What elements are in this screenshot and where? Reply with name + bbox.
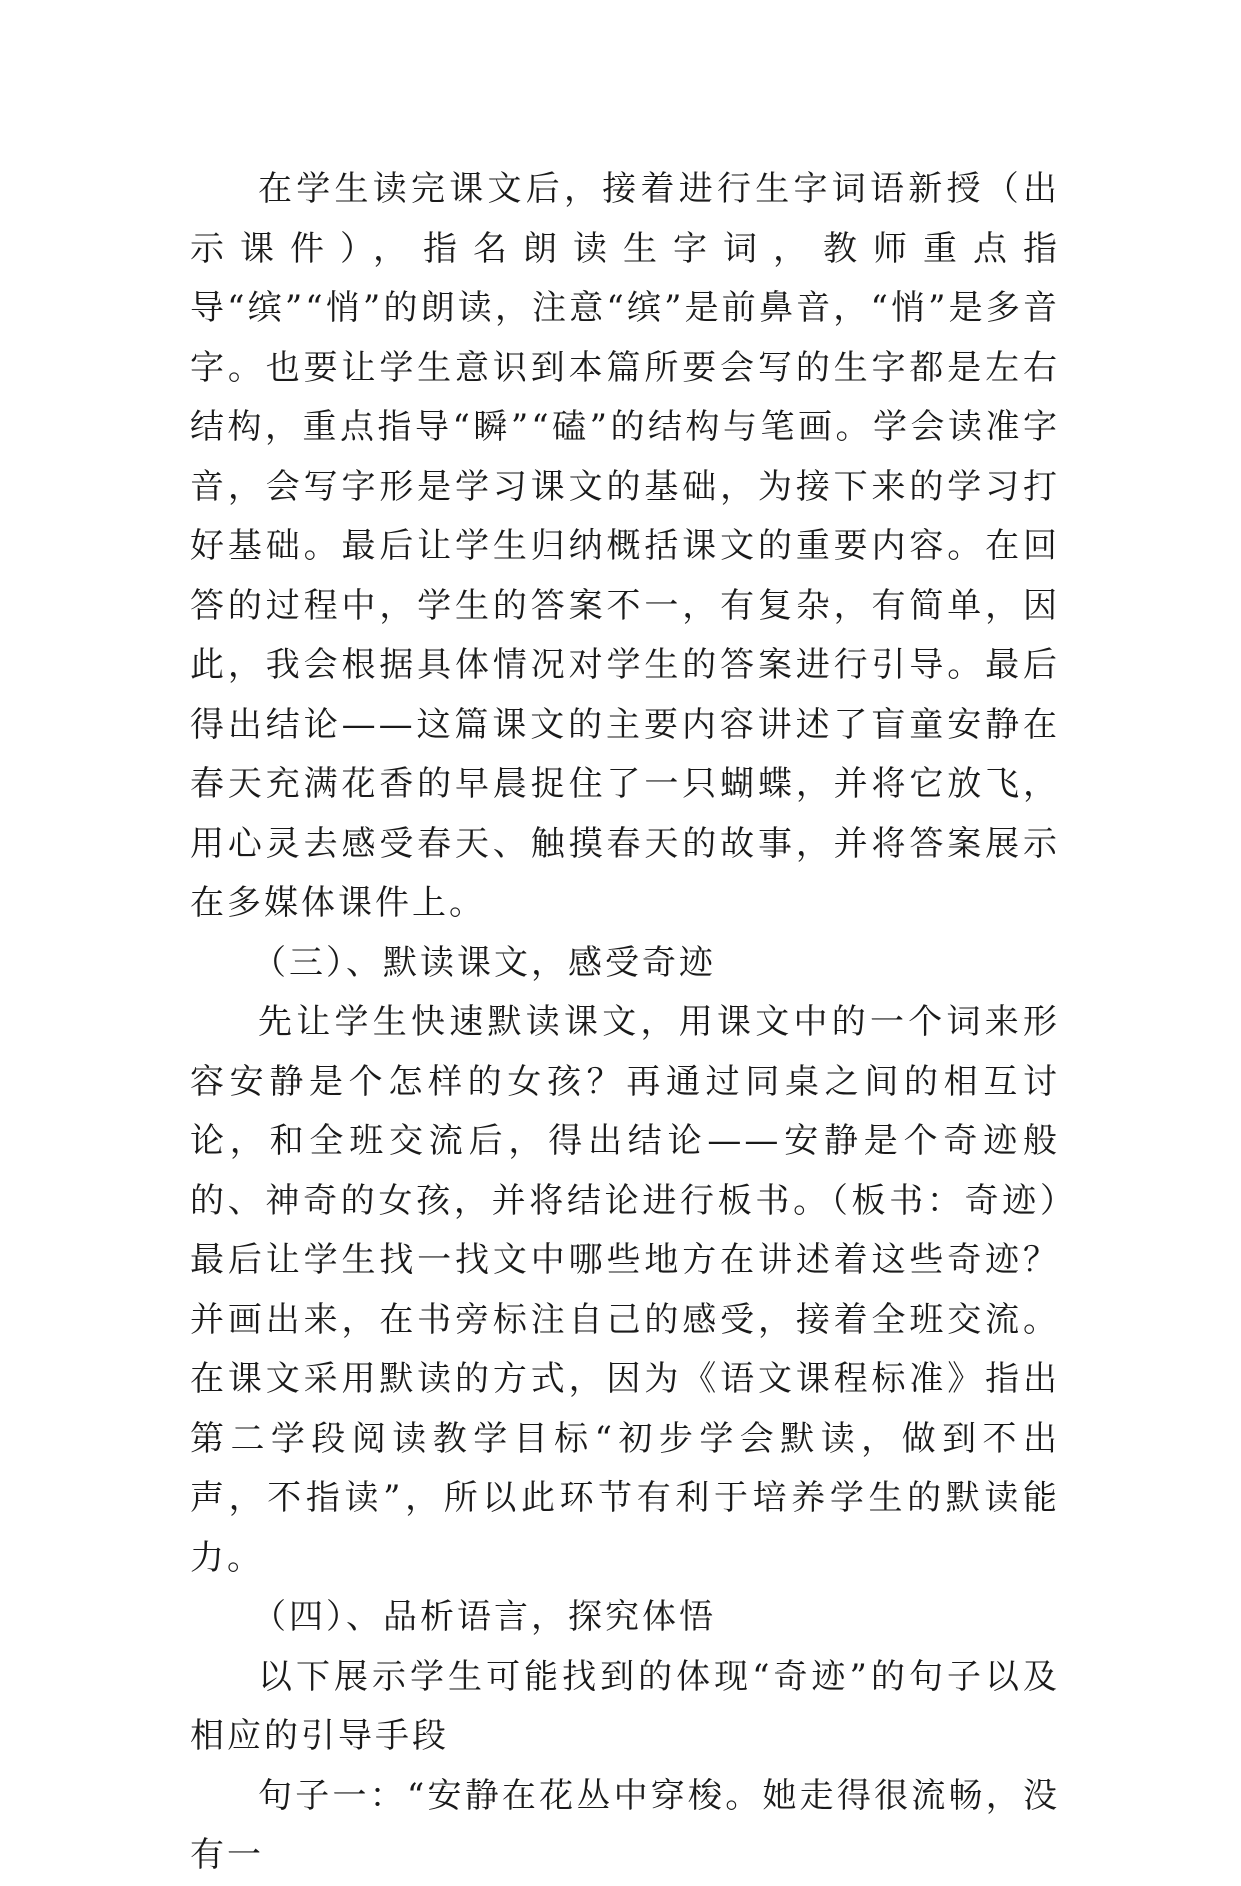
section-heading-language-analysis: （四）、品析语言，探究体悟 [252, 1597, 716, 1637]
document-body [190, 160, 1060, 1886]
paragraph-miracle-sentences-intro: 以下展示学生可能找到的体现“奇迹”的句子以及相应的引导手段 [190, 1656, 1060, 1756]
paragraph-silent-reading: 先让学生快速默读课文，用课文中的一个词来形容安静是个怎样的女孩？再通过同桌之间的相互讨论，和全班交流后，得出结论——安静是个奇迹般的、神奇的女孩，并将结论进行板书。（板书：奇迹）最后让学生找一找文中哪些地方在讲述着这些奇迹？并画出来，在书旁标注自己的感受，接着全班交流。在课文采用默读的方式，因为《语文课程标准》指出第二学段阅读教学目标“初步学会默读，做到不出声，不指读”，所以此环节有利于培养学生的默读能力。 [190, 1002, 1060, 1578]
paragraph-new-words: 在学生读完课文后，接着进行生字词语新授（出示课件），指名朗读生字词，教师重点指导“缤”“悄”的朗读，注意“缤”是前鼻音，“悄”是多音字。也要让学生意识到本篇所要会写的生字都是左右结构，重点指导“瞬”“磕”的结构与笔画。学会读准字音，会写字形是学习课文的基础，为接下来的学习打好基础。最后让学生归纳概括课文的重要内容。在回答的过程中，学生的答案不一，有复杂，有简单，因此，我会根据具体情况对学生的答案进行引导。最后得出结论——这篇课文的主要内容讲述了盲童安静在春天充满花香的早晨捉住了一只蝴蝶，并将它放飞，用心灵去感受春天、触摸春天的故事，并将答案展示在多媒体课件上。 [190, 169, 1060, 923]
section-heading-silent-reading: （三）、默读课文，感受奇迹 [252, 942, 716, 983]
paragraph-sentence-one: 句子一：“安静在花丛中穿梭。她走得很流畅，没有一 [190, 1775, 1060, 1875]
